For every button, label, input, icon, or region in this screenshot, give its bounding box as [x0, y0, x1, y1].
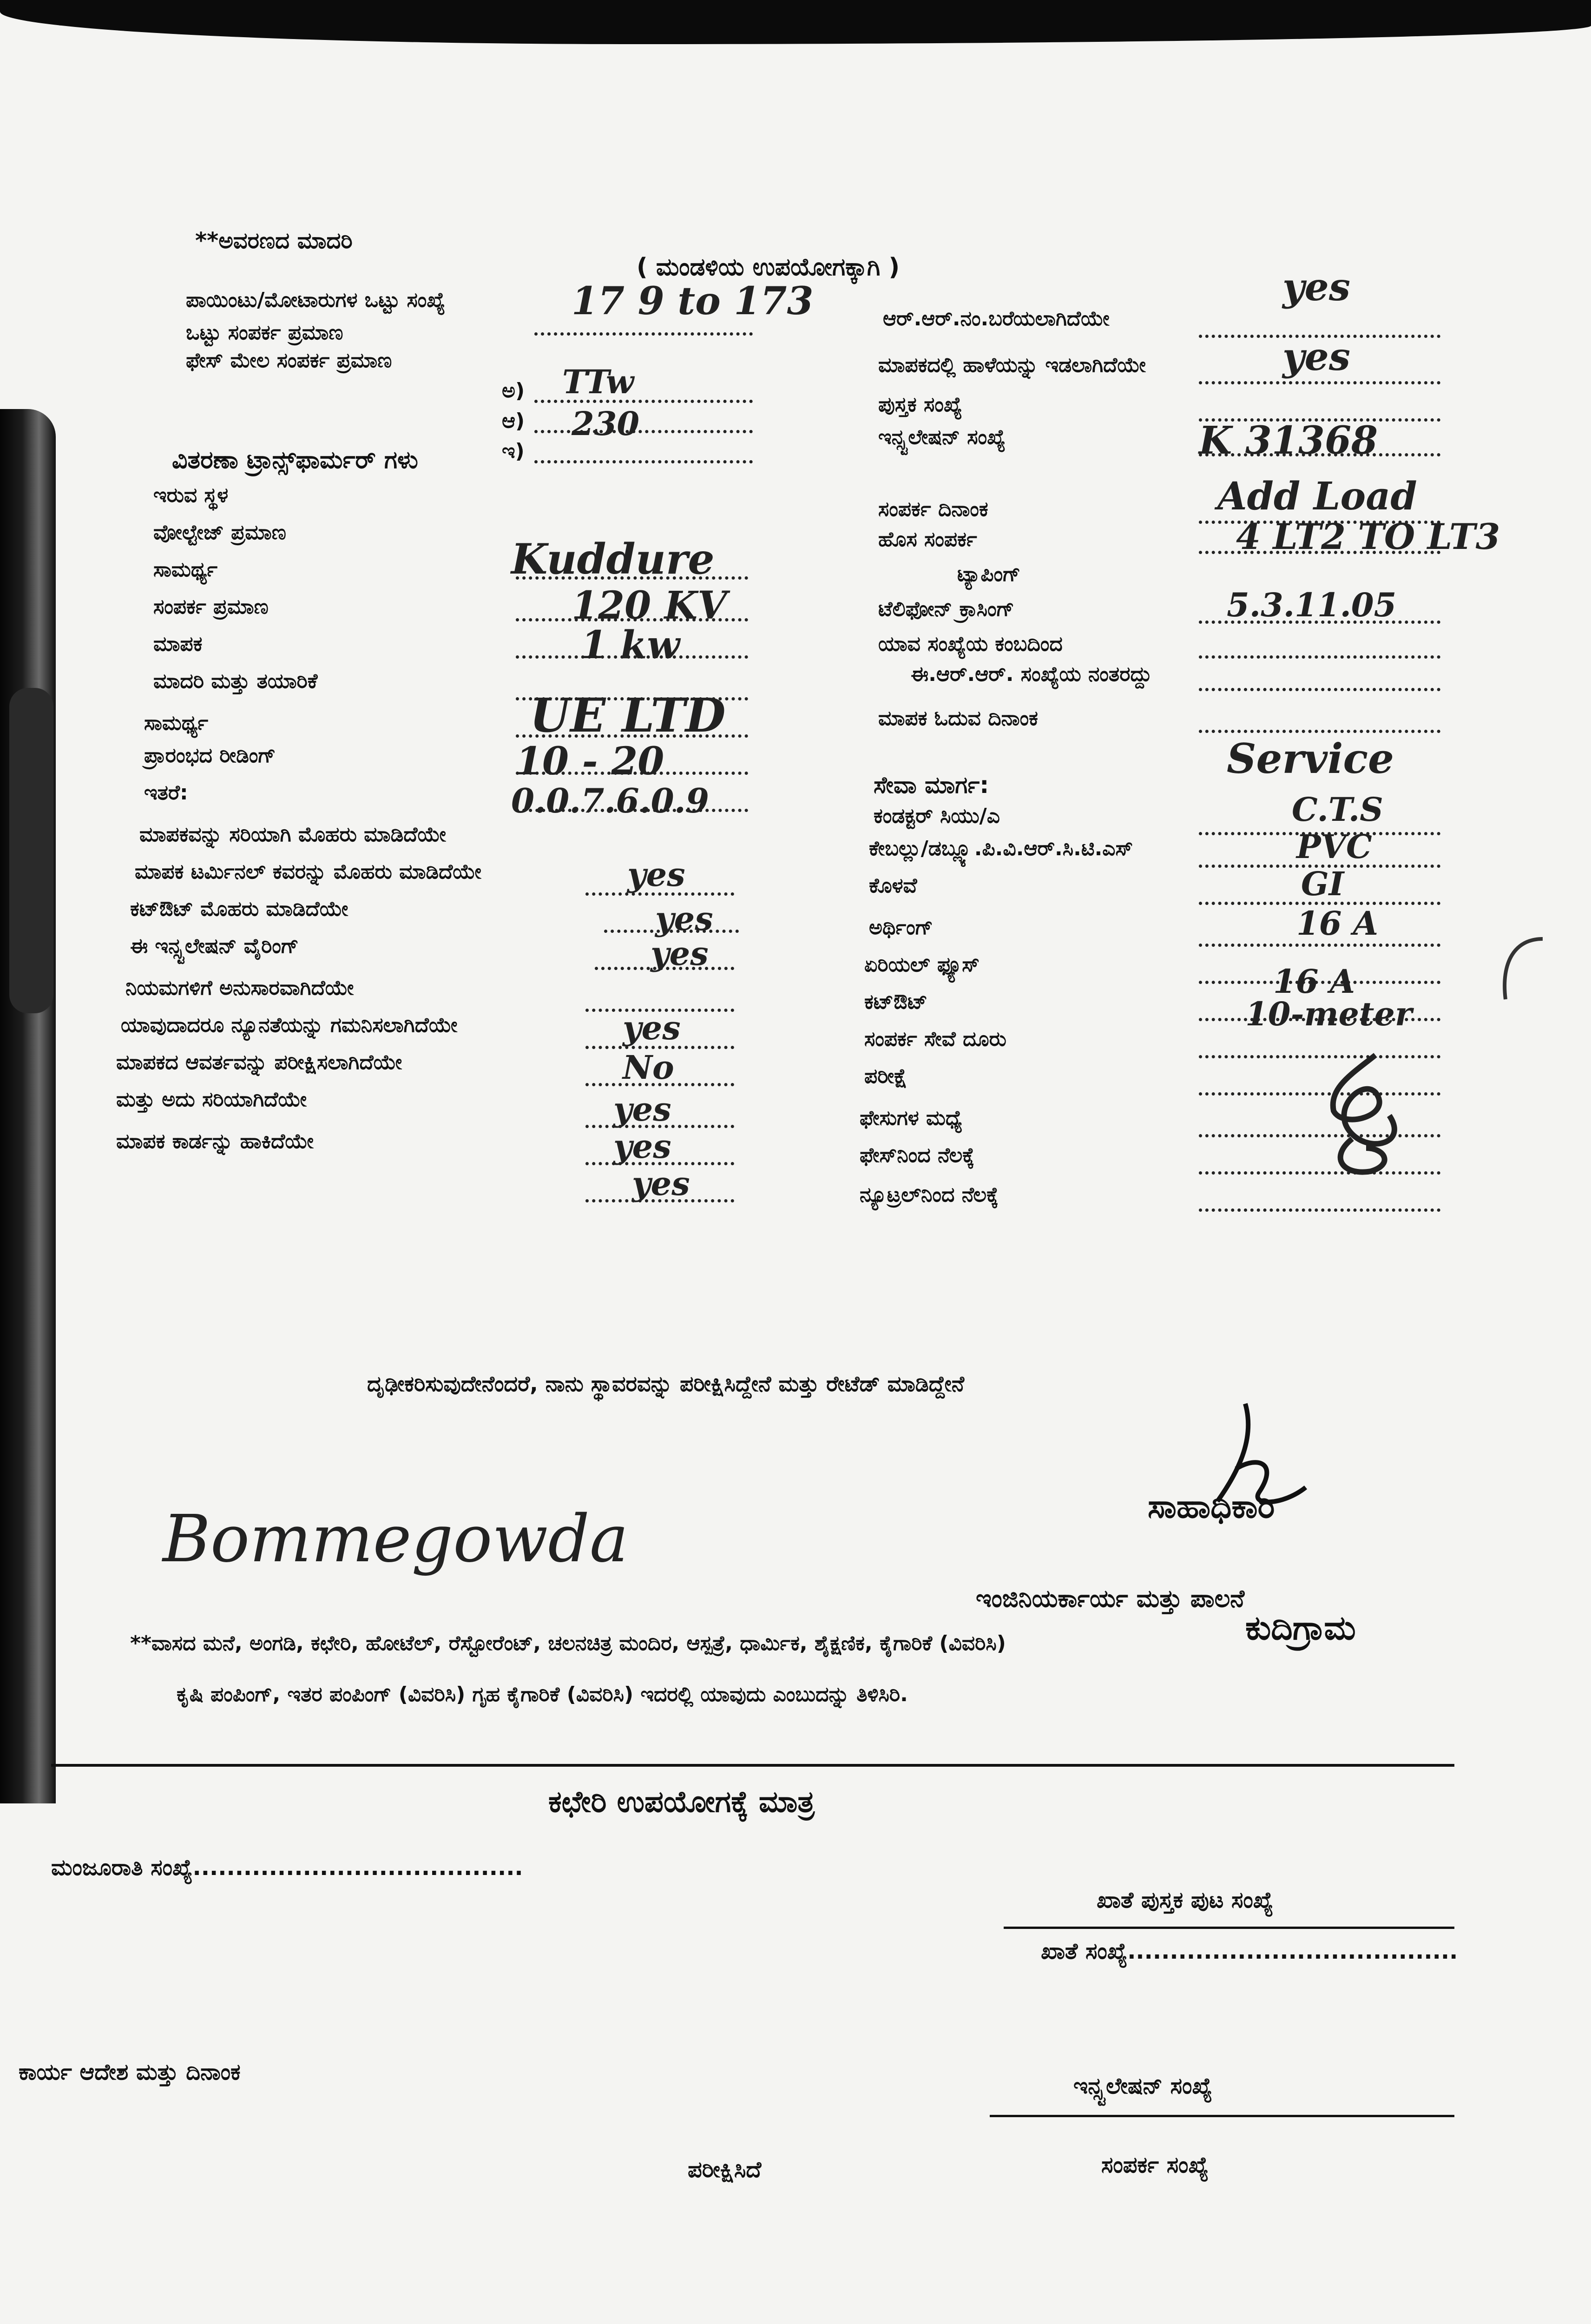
label-reading-date: ಮಾಪಕ ಓದುವ ದಿನಾಂಕ: [878, 706, 1038, 730]
field-line: [1199, 655, 1440, 659]
sign-stamp: ಕುದಿಗ್ರಾಮ: [1245, 1608, 1356, 1647]
hw-new-conn: 4 LT2 TO LT3: [1236, 516, 1500, 557]
hw-sheet-kept: yes: [1282, 335, 1350, 379]
ledger-page-number: ಖಾತೆ ಪುಸ್ತಕ ಪುಟ ಸಂಖ್ಯೆ: [1097, 1887, 1274, 1913]
scan-dark-band: [0, 0, 1591, 44]
stray-mark: [1487, 930, 1552, 1013]
hw-cable: PVC: [1296, 827, 1372, 866]
label-pipe: ಕೊಳವೆ: [869, 874, 917, 898]
hw-capacity: 10 - 20: [516, 739, 664, 784]
field-line: [534, 430, 753, 433]
hw-installation-no: K 31368: [1199, 418, 1378, 463]
divider: [51, 1764, 1454, 1767]
footnote-line-1: **ವಾಸದ ಮನೆ, ಅಂಗಡಿ, ಕಛೇರಿ, ಹೋಟೆಲ್, ರೆಸ್ಟೋರೆಂಟ್, ಚಲನಚಿತ್ರ ಮಂದಿರ, ಆಸ್ಪತ್ರೆ, ಧಾರ್ಮಿಕ, ಶೈಕ್ಷಣಿಕ, ಕೈಗಾರಿಕೆ (ವಿವರಿಸಿ): [130, 1631, 1006, 1655]
transformer-heading: ವಿತರಣಾ ಟ್ರಾನ್ಸ್‌ಫಾರ್ಮರ್ ಗಳು: [172, 446, 418, 474]
field-line: [534, 460, 753, 463]
label-voltage: ವೋಲ್ಟೇಜ್ ಪ್ರಮಾಣ: [153, 521, 286, 544]
hw-earthing: 16 A: [1296, 904, 1379, 943]
label-others: ಇತರೆ:: [144, 781, 188, 805]
check-label: ಮತ್ತು ಅದು ಸರಿಯಾಗಿದೆಯೇ: [116, 1088, 307, 1111]
check-label: ಮಾಪಕವನ್ನು ಸರಿಯಾಗಿ ಮೊಹರು ಮಾಡಿದೆಯೇ: [139, 823, 446, 846]
hw-telephone: 5.3.11.05: [1227, 586, 1397, 624]
office-use-heading: ಕಛೇರಿ ಉಪಯೋಗಕ್ಕೆ ಮಾತ್ರ: [548, 1785, 815, 1819]
label-total-points: ಪಾಯಿಂಟು/ಮೋಟಾರುಗಳ ಒಟ್ಟು ಸಂಖ್ಯೆ: [186, 288, 446, 312]
field-line: [1199, 1208, 1440, 1212]
hw-conductor: C.T.S: [1292, 790, 1383, 829]
field-line: [1199, 944, 1440, 947]
sign-department: ಇಂಜಿನಿಯರ್ಕಾರ್ಯ ಮತ್ತು ಪಾಲನೆ: [976, 1585, 1245, 1613]
hw-check-answer: yes: [655, 899, 713, 938]
hw-service-line: Service: [1227, 734, 1394, 783]
checked-label: ಪರೀಕ್ಷಿಸಿದೆ: [688, 2157, 762, 2183]
phase-a-marker: ಅ): [502, 379, 525, 403]
hw-make: UE LTD: [530, 688, 726, 743]
hw-aerial-fuse: 16 A: [1273, 962, 1355, 1001]
hw-conn-date: Add Load: [1217, 474, 1417, 519]
phase-c-marker: ಇ): [502, 439, 525, 463]
label-installation-no: ಇನ್ಸ್ಟಲೇಷನ್ ಸಂಖ್ಯೆ: [878, 425, 1006, 449]
label-book-no: ಪುಸ್ತಕ ಸಂಖ್ಯೆ: [878, 393, 962, 416]
check-label: ನಿಯಮಗಳಿಗೆ ಅನುಸಾರವಾಗಿದೆಯೇ: [125, 976, 354, 1000]
sign-title: ಸಾಹಾಧಿಕಾರಿ: [1148, 1487, 1275, 1525]
label-make: ಮಾದರಿ ಮತ್ತು ತಯಾರಿಕೆ: [153, 669, 318, 693]
hw-check-answer: yes: [632, 1164, 690, 1203]
hw-total-points: 17 9 to 173: [572, 279, 814, 324]
label-sheet-kept: ಮಾಪಕದಲ್ಲಿ ಹಾಳೆಯನ್ನು ಇಡಲಾಗಿದೆಯೇ: [878, 353, 1146, 377]
label-total-conn: ಒಟ್ಟು ಸಂಪರ್ಕ ಪ್ರಮಾಣ: [186, 321, 343, 344]
approval-number: ಮಂಜೂರಾತಿ ಸಂಖ್ಯೆ.......................................: [51, 1855, 523, 1881]
field-line: [1199, 688, 1440, 691]
label-meter: ಮಾಪಕ: [153, 632, 203, 656]
divider: [990, 2115, 1454, 2117]
label-conn-load: ಸಂಪರ್ಕ ಪ್ರಮಾಣ: [153, 595, 269, 619]
footnote-line-2: ಕೃಷಿ ಪಂಪಿಂಗ್, ಇತರ ಪಂಪಿಂಗ್ (ವಿವರಿಸಿ) ಗೃಹ ಕೈಗಾರಿಕೆ (ವಿವರಿಸಿ) ಇದರಲ್ಲಿ ಯಾವುದು ಎಂಬುದನ್ನು ತಿಳಿಸಿರಿ.: [177, 1683, 908, 1706]
divider: [1004, 1927, 1454, 1929]
label-service-line: ಸೇವಾ ಮಾರ್ಗ:: [874, 772, 989, 799]
check-label: ಮಾಪಕ ಕಾರ್ಡನ್ನು ಹಾಕಿದೆಯೇ: [116, 1129, 314, 1153]
label-initial-reading: ಪ್ರಾರಂಭದ ರೀಡಿಂಗ್: [144, 744, 276, 767]
hw-initial-reading: 0.0.7.6.0.9: [511, 781, 709, 820]
account-number: ಖಾತೆ ಸಂಖ್ಯೆ.......................................: [1041, 1938, 1458, 1964]
label-aerial-fuse: ಏರಿಯಲ್ ಫ್ಯೂಸ್: [864, 953, 980, 977]
label-capacity-2: ಸಾಮರ್ಥ್ಯ: [144, 711, 209, 735]
label-location: ಇರುವ ಸ್ಥಳ: [153, 483, 229, 507]
installation-number: ಇನ್ಸ್ಟಲೇಷನ್ ಸಂಖ್ಯೆ: [1073, 2073, 1212, 2099]
scan-pen-shadow: [0, 409, 56, 1803]
hw-check-answer: No: [623, 1048, 674, 1087]
check-label: ಈ ಇನ್ಸ್ಟಲೇಷನ್ ವೈರಿಂಗ್: [130, 934, 299, 958]
label-tapping: ಟ್ಯಾಪಿಂಗ್: [957, 562, 1021, 586]
form-heading-left: **ಅವರಣದ ಮಾದರಿ: [195, 228, 353, 254]
check-label: ಮಾಪಕದ ಆವರ್ತವನ್ನು ಪರೀಕ್ಷಿಸಲಾಗಿದೆಯೇ: [116, 1050, 402, 1074]
label-between-phases: ಫೇಸುಗಳ ಮಧ್ಯೆ: [860, 1106, 963, 1130]
connection-number: ಸಂಪರ್ಕ ಸಂಖ್ಯೆ: [1101, 2152, 1209, 2178]
hw-cutout: 10-meter: [1245, 995, 1412, 1033]
hw-check-answer: yes: [613, 1090, 671, 1129]
hw-location: Kuddure: [511, 535, 715, 584]
label-neutral-earth: ನ್ಯೂಟ್ರಲ್‌ನಿಂದ ನೆಲಕ್ಕೆ: [860, 1183, 999, 1207]
label-phase-earth: ಫೇಸ್‌ನಿಂದ ನೆಲಕ್ಕೆ: [860, 1143, 975, 1167]
handwritten-strikethrough-mark: [1301, 1046, 1422, 1181]
label-cable: ಕೇಬಲ್ಲು/ಡಬ್ಲ್ಯೂ.ಪಿ.ವಿ.ಆರ್.ಸಿ.ಟಿ.ಎಸ್: [869, 837, 1133, 860]
hw-consumer-name: Bommegowda: [163, 1501, 629, 1577]
field-line: [534, 332, 753, 336]
certification-text: ದೃಢೀಕರಿಸುವುದೇನೆಂದರೆ, ನಾನು ಸ್ಥಾವರವನ್ನು ಪರೀಕ್ಷಿಸಿದ್ದೇನೆ ಮತ್ತು ರೇಟೆಡ್ ಮಾಡಿದ್ದೇನೆ: [367, 1371, 965, 1396]
hw-phase-b: 230: [572, 404, 640, 443]
hw-check-answer: yes: [623, 1009, 681, 1047]
label-earthing: ಅರ್ಥಿಂಗ್: [869, 916, 933, 939]
hw-pipe: GI: [1301, 865, 1344, 903]
phase-b-marker: ಆ): [502, 409, 525, 433]
check-label: ಯಾವುದಾದರೂ ನ್ಯೂನತೆಯನ್ನು ಗಮನಿಸಲಾಗಿದೆಯೇ: [121, 1013, 458, 1037]
label-cutout: ಕಟ್‌ಔಟ್: [864, 990, 927, 1014]
label-pole-no: ಯಾವ ಸಂಖ್ಯೆಯ ಕಂಬದಿಂದ: [878, 632, 1063, 656]
label-capacity: ಸಾಮರ್ಥ್ಯ: [153, 558, 218, 581]
field-line: [1199, 381, 1440, 384]
hw-conn-load: 120 KV: [572, 583, 727, 628]
check-label: ಕಟ್‌ಔಟ್ ಮೊಹರು ಮಾಡಿದೆಯೇ: [130, 897, 348, 921]
label-conn-date: ಸಂಪರ್ಕ ದಿನಾಂಕ: [878, 497, 988, 521]
work-order-date: ಕಾರ್ಯ ಆದೇಶ ಮತ್ತು ದಿನಾಂಕ: [19, 2059, 241, 2085]
label-phase-conn: ಫೇಸ್ ಮೇಲ ಸಂಪರ್ಕ ಪ್ರಮಾಣ: [186, 349, 392, 372]
hw-rr-written: yes: [1282, 265, 1350, 310]
scan-pen-clip: [9, 688, 53, 1013]
label-telephone: ಟೆಲಿಫೋನ್ ಕ್ರಾಸಿಂಗ್: [878, 597, 1014, 621]
check-label: ಮಾಪಕ ಟರ್ಮಿನಲ್ ಕವರನ್ನು ಮೊಹರು ಮಾಡಿದೆಯೇ: [135, 860, 481, 884]
label-service-distance: ಸಂಪರ್ಕ ಸೇವೆ ದೂರು: [864, 1027, 1006, 1051]
hw-check-answer: yes: [627, 855, 685, 894]
field-line: [1199, 730, 1440, 733]
label-after-rr: ಈ.ಆರ್.ಆರ್. ಸಂಖ್ಯೆಯ ನಂತರದ್ದು: [911, 662, 1152, 686]
label-new-conn: ಹೊಸ ಸಂಪರ್ಕ: [878, 528, 977, 551]
form-heading-center: ( ಮಂಡಳಿಯ ಉಪಯೋಗಕ್ಕಾಗಿ ): [637, 253, 900, 281]
hw-phase-a: TTw: [562, 363, 634, 401]
label-test: ಪರೀಕ್ಷೆ: [864, 1064, 907, 1088]
label-conductor: ಕಂಡಕ್ಟರ್ ಸಿಯು/ಎ: [874, 804, 1000, 828]
hw-check-answer: yes: [613, 1127, 671, 1166]
hw-check-answer: yes: [651, 934, 709, 973]
label-rr-written: ಆರ್.ಆರ್.ನಂ.ಬರೆಯಲಾಗಿದೆಯೇ: [883, 307, 1110, 330]
hw-meter: 1 kw: [581, 623, 680, 667]
